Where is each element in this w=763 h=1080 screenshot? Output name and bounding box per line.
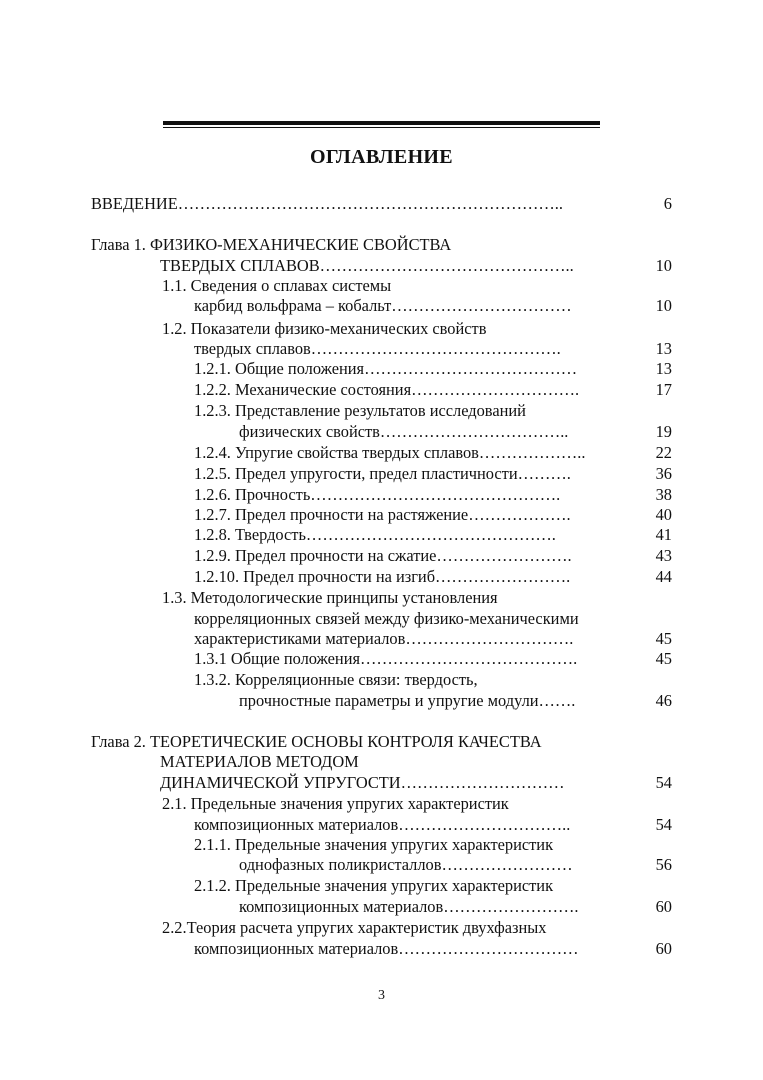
toc-page: 22 — [655, 443, 672, 462]
toc-page: 46 — [655, 691, 672, 710]
toc-page: 45 — [655, 649, 672, 668]
toc-page: 17 — [655, 380, 672, 399]
page-title: ОГЛАВЛЕНИЕ — [310, 146, 453, 168]
toc-line: 1.2.5. Предел упругости, предел пластичности………. — [194, 464, 571, 483]
toc-page: 6 — [663, 194, 672, 213]
toc-line: 1.3.1 Общие положения…………………………………. — [194, 649, 578, 668]
toc-line: композиционных материалов………………………….. — [194, 815, 571, 834]
toc-page: 36 — [655, 464, 672, 483]
toc-line: Глава 2. ТЕОРЕТИЧЕСКИЕ ОСНОВЫ КОНТРОЛЯ КАЧЕСТВА — [91, 732, 542, 751]
toc-page: 45 — [655, 629, 672, 648]
toc-page: 13 — [655, 359, 672, 378]
toc-line: характеристиками материалов…………………………. — [194, 629, 574, 648]
toc-page: 43 — [655, 546, 672, 565]
toc-page: 54 — [655, 773, 672, 792]
toc-line: 1.2.10. Предел прочности на изгиб……………………. — [194, 567, 571, 586]
toc-page: 10 — [655, 256, 672, 275]
toc-line: 1.1. Сведения о сплавах системы — [162, 276, 392, 295]
toc-line: 2.1. Предельные значения упругих характеристик — [162, 794, 509, 813]
toc-page: 54 — [655, 815, 672, 834]
toc-line: 1.2.2. Механические состояния…………………………. — [194, 380, 580, 399]
toc-page: 60 — [655, 939, 672, 958]
toc-line: 2.2.Теория расчета упругих характеристик двухфазных — [162, 918, 547, 937]
toc-page: 19 — [655, 422, 672, 441]
toc-page: 38 — [655, 485, 672, 504]
toc-line: однофазных поликристаллов…………………… — [239, 855, 573, 874]
toc-page: 60 — [655, 897, 672, 916]
toc-line: 1.2.3. Представление результатов исследований — [194, 401, 526, 420]
toc-line: Глава 1. ФИЗИКО-МЕХАНИЧЕСКИЕ СВОЙСТВА — [91, 235, 452, 254]
page-number: 3 — [378, 988, 385, 1003]
toc-line: твердых сплавов………………………………………. — [194, 339, 561, 358]
toc-line: 1.3.2. Корреляционные связи: твердость, — [194, 670, 478, 689]
toc-line: 1.2.1. Общие положения………………………………… — [194, 359, 578, 378]
toc-page: 40 — [655, 505, 672, 524]
toc-line: 1.2.6. Прочность………………………………………. — [194, 485, 561, 504]
toc-line: прочностные параметры и упругие модули……. — [239, 691, 576, 710]
toc-line: 1.2.7. Предел прочности на растяжение………………. — [194, 505, 571, 524]
toc-page: 56 — [655, 855, 672, 874]
toc-page: 44 — [655, 567, 672, 586]
toc-page: 41 — [655, 525, 672, 544]
toc-line: композиционных материалов…………………………… — [194, 939, 579, 958]
toc-page: 13 — [655, 339, 672, 358]
toc-line: ДИНАМИЧЕСКОЙ УПРУГОСТИ………………………… — [160, 773, 565, 792]
toc-line: физических свойств…………………………….. — [239, 422, 569, 441]
toc-line: 1.3. Методологические принципы установления — [162, 588, 498, 607]
toc-line: 2.1.1. Предельные значения упругих характеристик — [194, 835, 554, 854]
toc-line: 1.2. Показатели физико-механических свойств — [162, 319, 487, 338]
toc-line: корреляционных связей между физико-механическими — [194, 609, 579, 628]
header-rule-thick — [163, 121, 600, 125]
toc-line: МАТЕРИАЛОВ МЕТОДОМ — [160, 752, 359, 771]
toc-line: карбид вольфрама – кобальт…………………………… — [194, 296, 572, 315]
toc-line: 1.2.8. Твердость………………………………………. — [194, 525, 556, 544]
toc-line: композиционных материалов……………………. — [239, 897, 579, 916]
toc-line: 1.2.9. Предел прочности на сжатие……………………. — [194, 546, 572, 565]
toc-page: 10 — [655, 296, 672, 315]
toc-line: ТВЕРДЫХ СПЛАВОВ……………………………………….. — [160, 256, 574, 275]
header-rule-thin — [163, 127, 600, 128]
toc-line: 1.2.4. Упругие свойства твердых сплавов……………….. — [194, 443, 586, 462]
toc-line: 2.1.2. Предельные значения упругих характеристик — [194, 876, 554, 895]
toc-line: ВВЕДЕНИЕ…………………………………………………………….. — [91, 194, 563, 213]
